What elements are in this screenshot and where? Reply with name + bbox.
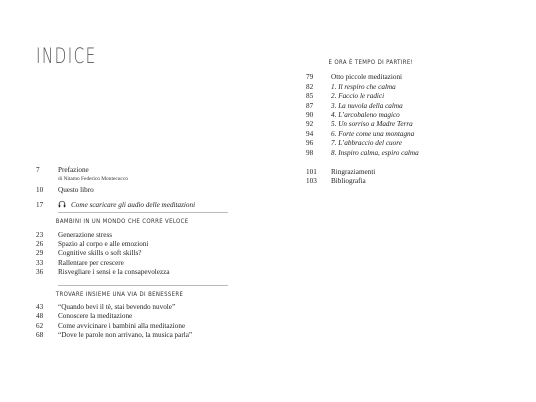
page-number: 103 [306, 177, 317, 186]
page-number: 90 [306, 111, 314, 120]
entry-title: Risvegliare i sensi e la consapevolezza [58, 268, 170, 277]
page-number: 98 [306, 148, 314, 157]
toc-entry[interactable] [306, 139, 506, 148]
entry-title-wrap [58, 200, 195, 210]
toc-entry[interactable] [306, 149, 506, 158]
page-number: 48 [36, 312, 44, 321]
page-number: 10 [36, 186, 44, 195]
toc-entry[interactable] [36, 231, 236, 240]
entry-title: “Quando bevi il tè, stai bevendo nuvole” [58, 303, 176, 312]
toc-entry[interactable] [36, 240, 236, 249]
toc-entry-lead[interactable] [306, 73, 506, 82]
toc-right-column [306, 58, 506, 187]
page-number: 62 [36, 321, 44, 330]
entry-title: 6. Forte come una montagna [331, 129, 415, 138]
toc-entry[interactable] [306, 102, 506, 111]
page-number: 82 [306, 82, 314, 91]
page-number: 36 [36, 268, 44, 277]
entry-title: 3. La nuvola della calma [331, 101, 403, 110]
entry-title: 4. L’arcobaleno magico [331, 111, 400, 120]
toc-entry-audio[interactable] [36, 200, 236, 210]
page-number: 85 [306, 92, 314, 101]
divider [58, 285, 228, 286]
page-number: 101 [306, 168, 317, 177]
page-number: 92 [306, 120, 314, 129]
entry-title: Otto piccole meditazioni [331, 73, 403, 82]
entry-title: Bibliografia [331, 177, 366, 186]
page-number: 43 [36, 303, 44, 312]
page-number: 79 [306, 73, 314, 82]
entry-title: Ringraziamenti [331, 168, 376, 177]
toc-entry[interactable] [36, 303, 236, 312]
entry-title: Rallentare per crescere [58, 258, 124, 267]
page-number: 96 [306, 139, 314, 148]
section-heading: E ORA È TEMPO DI PARTIRE! [328, 59, 414, 66]
entry-title: Come scaricare gli audio delle meditazioni [71, 200, 196, 209]
section-heading: BAMBINI IN UN MONDO CHE CORRE VELOCE [55, 218, 189, 226]
page-number: 94 [306, 129, 314, 138]
entry-title: Conoscere la meditazione [58, 312, 133, 321]
entry-title: 7. L’abbraccio del cuore [331, 139, 402, 148]
toc-entry[interactable] [36, 312, 236, 321]
toc-entry[interactable] [306, 111, 506, 120]
toc-entry-bibliografia[interactable] [306, 177, 506, 186]
toc-entry[interactable] [36, 268, 236, 277]
entry-title: Prefazione [58, 166, 89, 174]
entry-title: 8. Inspiro calma, espiro calma [331, 148, 419, 157]
entry-subtitle: di Nitamo Federico Montecucco [58, 176, 128, 183]
toc-entry-prefazione[interactable] [36, 166, 236, 175]
entry-title: 5. Un sorriso a Madre Terra [331, 120, 413, 129]
entry-title: 1. Il respiro che calma [331, 82, 396, 91]
toc-entry-ringraziamenti[interactable] [306, 168, 506, 177]
toc-entry[interactable] [306, 92, 506, 101]
toc-entry[interactable] [36, 322, 236, 331]
section-heading: TROVARE INSIEME UNA VIA DI BENESSERE [55, 290, 184, 298]
page-title: INDICE [36, 44, 97, 68]
entry-title: Cognitive skills o soft skills? [58, 249, 142, 258]
toc-entry[interactable] [306, 130, 506, 139]
toc-entry[interactable] [306, 83, 506, 92]
page-number: 29 [36, 249, 44, 258]
divider [58, 212, 228, 213]
page-number: 26 [36, 240, 44, 249]
toc-entry[interactable] [36, 259, 236, 268]
entry-title: Questo libro [58, 186, 94, 195]
toc-left-column [36, 166, 236, 341]
page-number: 7 [36, 166, 40, 174]
page-number: 68 [36, 331, 44, 340]
page-number: 33 [36, 258, 44, 267]
page-number: 23 [36, 230, 44, 239]
toc-entry-questo-libro[interactable] [36, 186, 236, 195]
headphones-icon [58, 200, 66, 208]
toc-entry[interactable] [36, 249, 236, 258]
entry-title: Generazione stress [58, 230, 113, 239]
entry-title: “Dove le parole non arrivano, la musica parla” [58, 331, 193, 340]
entry-title: Come avvicinare i bambini alla meditazione [58, 321, 186, 330]
page-number: 17 [36, 200, 44, 209]
toc-entry[interactable] [306, 120, 506, 129]
entry-title: Spazio al corpo e alle emozioni [58, 240, 149, 249]
toc-entry[interactable] [36, 331, 236, 340]
page-number: 87 [306, 101, 314, 110]
entry-title: 2. Faccio le radici [331, 92, 385, 101]
